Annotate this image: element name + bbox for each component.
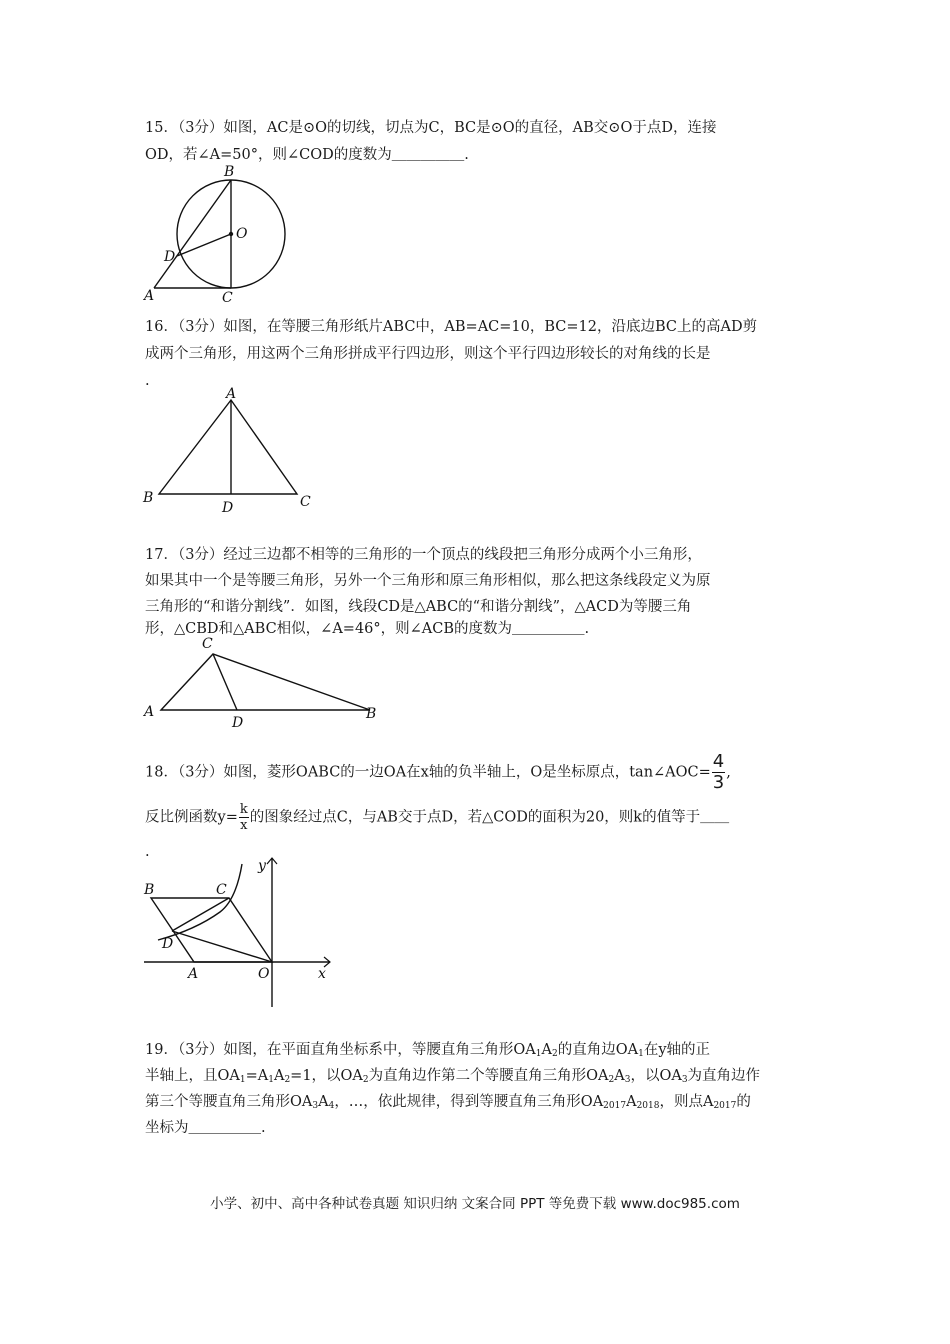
q18-segment-cd xyxy=(172,898,229,931)
q18-line-1-end: , xyxy=(726,764,731,781)
q18-segment-od xyxy=(172,931,272,962)
q19-subscript: 2017 xyxy=(603,1101,627,1111)
q19-text: 为直角边作第二个等腰直角三角形OA xyxy=(368,1068,609,1084)
q15-circle-figure xyxy=(140,162,300,307)
q17-label-b: B xyxy=(366,706,377,722)
q19-subscript: 2 xyxy=(362,1075,369,1085)
q17-segment-cd xyxy=(213,654,237,710)
q15-label-o: O xyxy=(236,226,248,242)
q19-line-3 xyxy=(145,1092,751,1116)
q17-line-4: 形，△CBD和△ABC相似，∠A=46°，则∠ACB的度数为＿＿＿＿＿. xyxy=(145,621,590,637)
q19-subscript: 3 xyxy=(312,1101,319,1111)
q15-line-1: 15．（3分）如图，AC是⊙O的切线，切点为C，BC是⊙O的直径，AB交⊙O于点D，连接 xyxy=(145,120,717,136)
q18-label-o: O xyxy=(258,966,270,982)
q19-text: A xyxy=(626,1094,637,1110)
q15-line-2: OD，若∠A=50°，则∠COD的度数为＿＿＿＿＿. xyxy=(145,147,469,163)
q19-text: =1，以OA xyxy=(290,1068,363,1084)
q15-label-a: A xyxy=(144,288,155,304)
q19-text: 在y轴的正 xyxy=(643,1042,711,1058)
q18-tan-denominator: 3 xyxy=(712,772,725,793)
q16-label-a: A xyxy=(226,386,237,402)
q15-center-dot xyxy=(229,232,233,236)
q19-text: 的直角边OA xyxy=(557,1042,639,1058)
q19-text: ，…，依此规律，得到等腰直角三角形OA xyxy=(334,1094,604,1110)
q19-subscript: 2018 xyxy=(636,1101,660,1111)
q19-text: =A xyxy=(245,1068,269,1084)
q16-label-b: B xyxy=(143,490,154,506)
q19-text: A xyxy=(614,1068,625,1084)
q19-subscript: 1 xyxy=(535,1049,542,1059)
q19-subscript: 1 xyxy=(239,1075,246,1085)
q18-hyperbola-curve xyxy=(158,864,242,940)
q19-subscript: 3 xyxy=(681,1075,688,1085)
q19-subscript: 4 xyxy=(328,1101,335,1111)
q16-triangle-figure xyxy=(140,386,320,516)
q19-text: 半轴上，且OA xyxy=(145,1068,240,1084)
q18-label-y: y xyxy=(258,858,266,874)
q19-subscript: 2017 xyxy=(713,1101,737,1111)
q19-subscript: 2 xyxy=(284,1075,291,1085)
q19-text: A xyxy=(318,1094,329,1110)
q18-function-numerator: k xyxy=(239,802,248,817)
q19-subscript: 2 xyxy=(552,1049,558,1059)
q16-line-1: 16．（3分）如图，在等腰三角形纸片ABC中，AB=AC=10，BC=12，沿底边BC上的高AD剪 xyxy=(145,319,758,335)
q17-line-2: 如果其中一个是等腰三角形，另外一个三角形和原三角形相似，那么把这条线段定义为原 xyxy=(145,573,711,589)
q19-subscript: 2 xyxy=(608,1075,615,1085)
q18-label-x: x xyxy=(318,966,326,982)
page-footer: 小学、初中、高中各种试卷真题 知识归纳 文案合同 PPT 等免费下载 www.doc985.com xyxy=(210,1196,740,1212)
q19-subscript: 3 xyxy=(624,1075,631,1085)
q18-label-c: C xyxy=(216,882,227,898)
q17-label-d: D xyxy=(232,715,244,731)
q17-label-a: A xyxy=(144,704,155,720)
q19-text: ，则点A xyxy=(659,1094,714,1110)
q17-triangle-figure xyxy=(140,632,390,732)
q18-tan-fraction xyxy=(712,753,725,792)
q19-subscript: 1 xyxy=(638,1049,644,1059)
q18-line-1 xyxy=(145,753,731,792)
q16-line-2: 成两个三角形，用这两个三角形拼成平行四边形，则这个平行四边形较长的对角线的长是 xyxy=(145,346,711,362)
q18-label-a: A xyxy=(188,966,199,982)
q19-text: ，以OA xyxy=(630,1068,682,1084)
q16-label-d: D xyxy=(222,500,234,516)
q18-line-1-text: 18．（3分）如图，菱形OABC的一边OA在x轴的负半轴上，O是坐标原点，tan∠AOC= xyxy=(145,764,711,781)
q16-label-c: C xyxy=(300,494,311,510)
q19-text: A xyxy=(541,1042,553,1058)
q18-label-b: B xyxy=(144,882,155,898)
q18-tan-numerator: 4 xyxy=(712,751,725,772)
q19-text: 19．（3分）如图，在平面直角坐标系中，等腰直角三角形OA xyxy=(145,1042,536,1058)
q15-label-b: B xyxy=(224,164,235,180)
q18-line-3: . xyxy=(145,844,150,860)
q17-triangle-abc xyxy=(161,654,370,710)
q18-label-d: D xyxy=(162,936,174,952)
q19-text: 第三个等腰直角三角形OA xyxy=(145,1094,313,1110)
q17-line-1: 17．（3分）经过三边都不相等的三角形的一个顶点的线段把三角形分成两个小三角形， xyxy=(145,547,702,563)
q18-line-2-text: 反比例函数y= xyxy=(145,809,238,826)
q17-line-3: 三角形的“和谐分割线”．如图，线段CD是△ABC的“和谐分割线”，△ACD为等腰三角 xyxy=(145,599,692,615)
q15-label-c: C xyxy=(222,290,233,306)
q18-rhombus-figure xyxy=(140,852,340,1012)
q18-function-fraction xyxy=(239,803,249,832)
q19-line-1 xyxy=(145,1040,710,1064)
q16-line-3: . xyxy=(145,373,150,389)
q19-text: 的 xyxy=(736,1094,751,1110)
q16-triangle-abc xyxy=(159,400,297,494)
q19-text: A xyxy=(273,1068,285,1084)
q18-function-denominator: x xyxy=(240,818,248,833)
q17-label-c: C xyxy=(202,636,213,652)
q18-line-2 xyxy=(145,803,729,832)
q19-line-4: 坐标为＿＿＿＿＿. xyxy=(145,1120,266,1136)
q19-text: 为直角边作 xyxy=(687,1068,761,1084)
q19-subscript: 1 xyxy=(268,1075,274,1085)
q15-label-d: D xyxy=(164,249,176,265)
q18-line-2-rest: 的图象经过点C，与AB交于点D，若△COD的面积为20，则k的值等于＿＿ xyxy=(249,809,730,826)
q19-line-2 xyxy=(145,1066,760,1090)
